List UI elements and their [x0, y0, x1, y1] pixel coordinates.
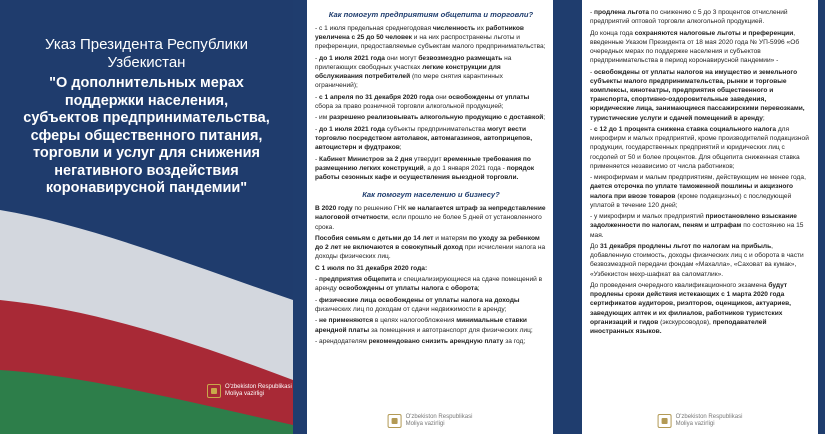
paragraph: - с 12 до 1 процента снижена ставка социального налога для микрофирм и малых предприятий, кроме производителей подакцизной продукции, государственных предприятий и юридических лиц с госдолей от 50 и более процентов. Для общепита сниженная ставка применяется независимо от числа работников; [590, 126, 809, 170]
paragraph: - физические лица освобождены от уплаты налога на доходы физических лиц по доходам от сдачи недвижимости в аренду; [315, 296, 520, 313]
section-heading-catering: Как помогут предприятиям общепита и торговли? [328, 10, 534, 19]
banner-heading [10, 36, 283, 198]
section-heading-population: Как помогут населению и бизнесу? [362, 190, 500, 200]
paragraph: - до 1 июля 2021 года они могут безвозмездно размещать на прилегающих свободных участках легкие конструкции для обслуживания потребителей (по мере снятия карантинных ограничений); [315, 54, 512, 90]
page-2-content [590, 8, 812, 338]
paragraph: С 1 июля по 31 декабря 2020 года: [315, 264, 428, 272]
paragraph: - арендодателям рекомендовано снизить арендную плату за год; [315, 337, 526, 345]
emblem-icon [388, 414, 402, 428]
paragraph: - предприятия общепита и специализирующиеся на сдаче помещений в аренду освобождены от уплаты налога с оборота; [315, 276, 543, 293]
left-banner [0, 0, 293, 434]
paragraph: - не применяются в целях налогообложения минимальные ставки арендной платы за помещения и автотранспорт для физических лиц; [315, 317, 533, 334]
document-page-1 [307, 0, 553, 434]
paragraph: - до 1 июля 2021 года субъекты предпринимательства могут вести торговлю посредством автолавок, автомагазинов, автоприцепов, автоцистерн и фудтраков; [315, 125, 533, 152]
paragraph: - с 1 июля предельная среднегодовая численность их работников увеличена с 25 до 50 человек и на них распространены льготы и преференции, предоставляемые субъектам малого предпринимательства; [315, 25, 546, 51]
right-panel [567, 0, 825, 434]
paragraph: - освобождены от уплаты налогов на имущество и земельного субъекты малого предпринимательства, рынки и торговые комплексы, кинотеатры, предприятия общественного и транспорта, спортивно-оздоровительные заведения, юридические лица, занимающиеся пассажирскими перевозками, туристические услуги и сдачей помещений в аренду; [590, 68, 805, 122]
ministry-logo: O'zbekiston Respublikasi Moliya vazirligi [207, 384, 292, 398]
emblem-icon [658, 414, 672, 428]
paragraph: До 31 декабря продлены льгот по налогам на прибыль, добавленную стоимость, доходы физических лиц с и оборота в части безвозмездной передачи фондам «Махалла», «Саховат ва кумак», «Узбекистон мехр-шафкат ва саломатлик». [590, 243, 804, 278]
paragraph: Пособия семьям с детьми до 14 лет и матерям по уходу за ребенком до 2 лет не включаются в совокупный доход при исчислении налога на доходы физических лиц. [315, 234, 546, 261]
paragraph: До конца года сохраняются налоговые льготы и преференции, введенные Указом Президента от 18 мая 2020 года № УП-5996 «Об очередных мерах по поддержке населения и субъектов предпринимательства в период коронавирусной пандемии» - [590, 29, 800, 65]
paragraph: До проведения очередного квалификационного экзамена будут продлены сроки действия истекающих с 1 марта 2020 года сертификатов аудиторов, риэлторов, оценщиков, актуариев, заведующих аптек и их филиалов, работников туристских организаций и гидов (экскурсоводов), преподавателей иностранных языков. [590, 282, 791, 336]
paragraph: - продлена льгота по снижению с 5 до 3 процентов отчислений предприятий оптовой торговли алкогольной продукцией. [590, 9, 788, 26]
paragraph: В 2020 году по решению ГНК не налагается штраф за непредставление налоговой отчетности, если прошло не более 5 дней от установленного срока. [315, 205, 546, 231]
paragraph: - Кабинет Министров за 2 дня утвердит временные требования по размещению легких конструкций, а до 1 января 2021 года - порядок работы сезонных кафе и осуществления выездной торговли. [315, 155, 535, 181]
emblem-icon [207, 384, 221, 398]
page-2-logo: O'zbekiston Respublikasi Moliya vazirligi [658, 414, 743, 428]
paragraph: - с 1 апреля по 31 декабря 2020 года они освобождены от уплаты сбора за право розничной торговли алкогольной продукцией; [315, 93, 530, 110]
document-page-2 [582, 0, 818, 434]
decree-title: "О дополнительных мерах поддержки населения, субъектов предпринимательства, сферы общественного питания, торговли и услуг для снижения негативного воздействия коронавирусной пандемии" [23, 75, 270, 196]
paragraph: - микрофирмам и малым предприятиям, действующим не менее года, дается отсрочка по уплате таможенной пошлины и акцизного налога при ввозе товаров (кроме подакцизных) с последующей уплатой в течение 120 дней; [590, 174, 806, 209]
paragraph: - им разрешено реализовывать алкогольную продукцию с доставкой; [315, 114, 546, 122]
decree-subtitle: Указ Президента Республики Узбекистан [45, 36, 248, 71]
middle-panel [293, 0, 567, 434]
page-1-logo: O'zbekiston Respublikasi Moliya vazirligi [388, 414, 473, 428]
paragraph: - у микрофирм и малых предприятий приостановлено взыскание задолженности по налогам, пеням и штрафам по состоянию на 15 мая. [590, 213, 804, 239]
page-1-content [315, 8, 547, 348]
